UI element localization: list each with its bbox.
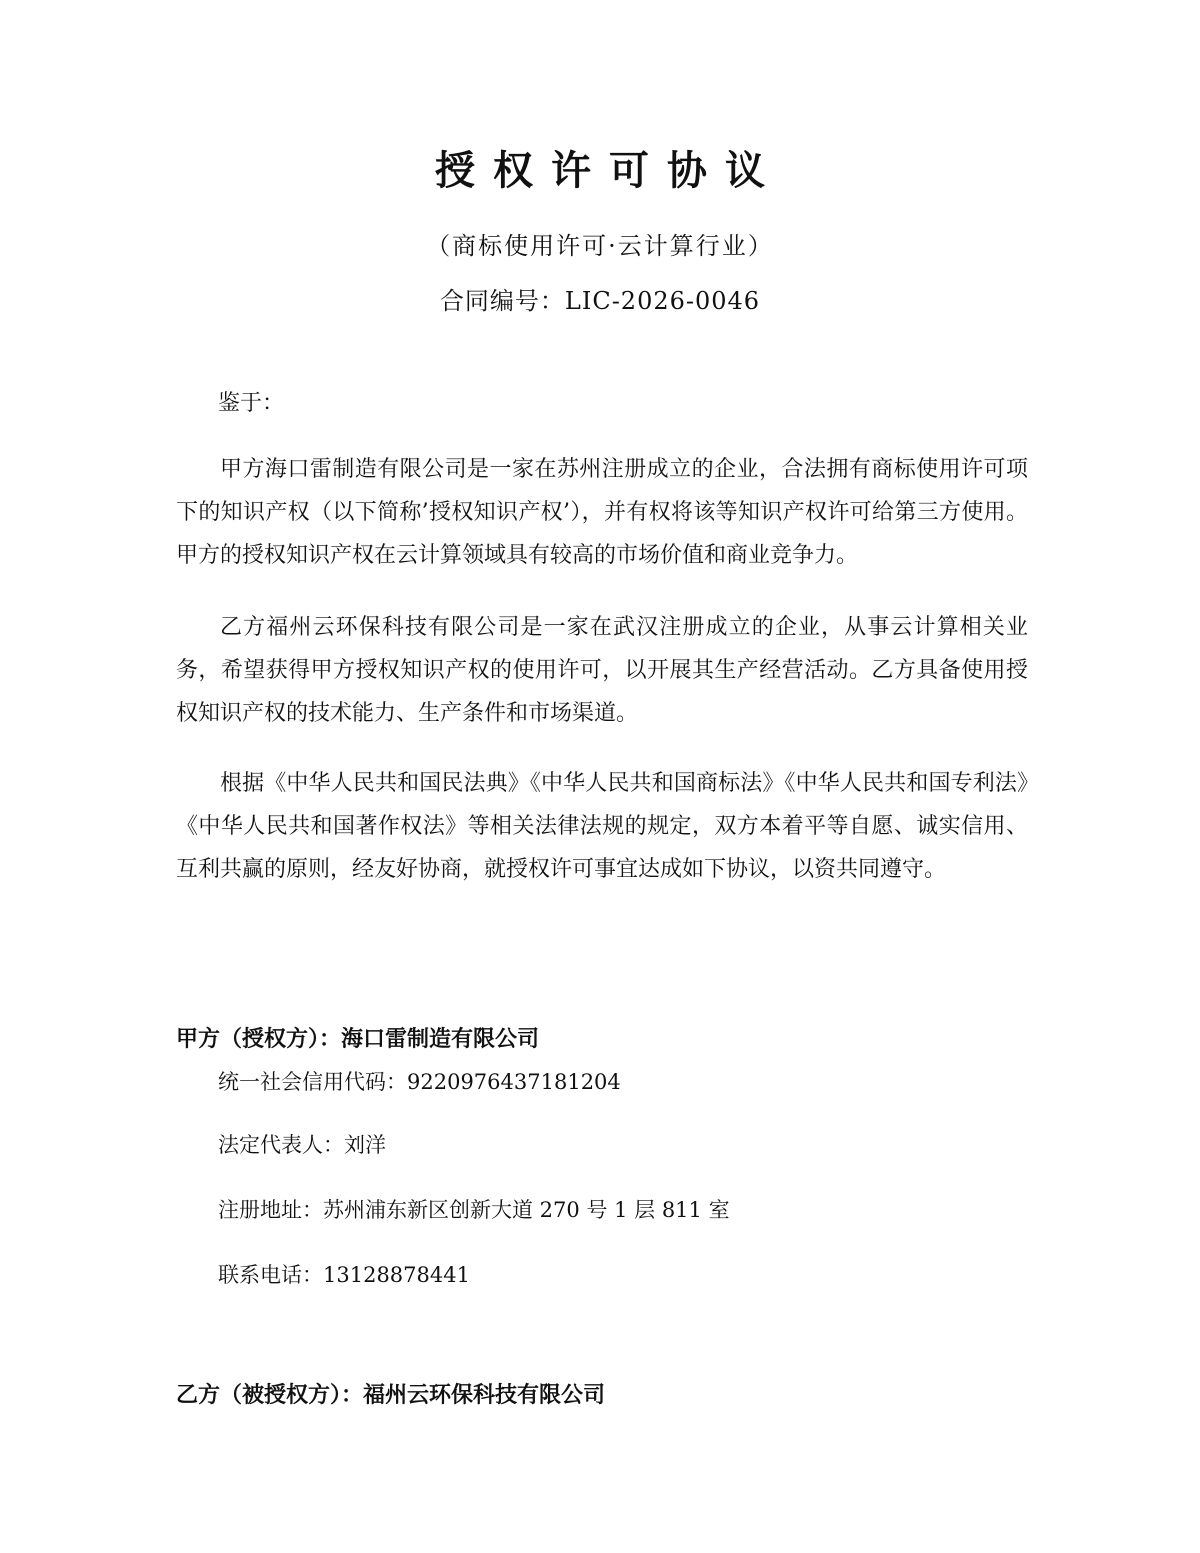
party-a-credit-code: 统一社会信用代码：9220976437181204 [218, 1070, 621, 1094]
whereas-label: 鉴于： [218, 391, 285, 416]
contract-number: 合同编号：LIC-2026-0046 [439, 287, 761, 315]
party-a-address: 注册地址：苏州浦东新区创新大道 270 号 1 层 811 室 [218, 1198, 730, 1222]
preamble-paragraph-party-b: 乙方福州云环保科技有限公司是一家在武汉注册成立的企业，从事云计算相关业务，希望获得甲方授权知识产权的使用许可，以开展其生产经营活动。乙方具备使用授权知识产权的技术能力、生产条件和市场渠道。 [176, 615, 1028, 726]
document-subtitle: （商标使用许可·云计算行业） [426, 232, 774, 260]
party-b-heading: 乙方（被授权方）：福州云环保科技有限公司 [176, 1383, 606, 1408]
party-a-heading: 甲方（授权方）：海口雷制造有限公司 [176, 1027, 540, 1052]
party-a-legal-representative: 法定代表人：刘洋 [218, 1133, 386, 1157]
preamble-paragraph-party-a: 甲方海口雷制造有限公司是一家在苏州注册成立的企业，合法拥有商标使用许可项下的知识产权（以下简称’授权知识产权’），并有权将该等知识产权许可给第三方使用。甲方的授权知识产权在云计算领域具有较高的市场价值和商业竞争力。 [176, 457, 1028, 568]
document-title: 授权许可协议 [435, 148, 783, 194]
party-a-phone: 联系电话：13128878441 [218, 1263, 470, 1287]
preamble-paragraph-legal-basis: 根据《中华人民共和国民法典》《中华人民共和国商标法》《中华人民共和国专利法》《中华人民共和国著作权法》等相关法律法规的规定，双方本着平等自愿、诚实信用、互利共赢的原则，经友好协商，就授权许可事宜达成如下协议，以资共同遵守。 [176, 771, 1028, 882]
